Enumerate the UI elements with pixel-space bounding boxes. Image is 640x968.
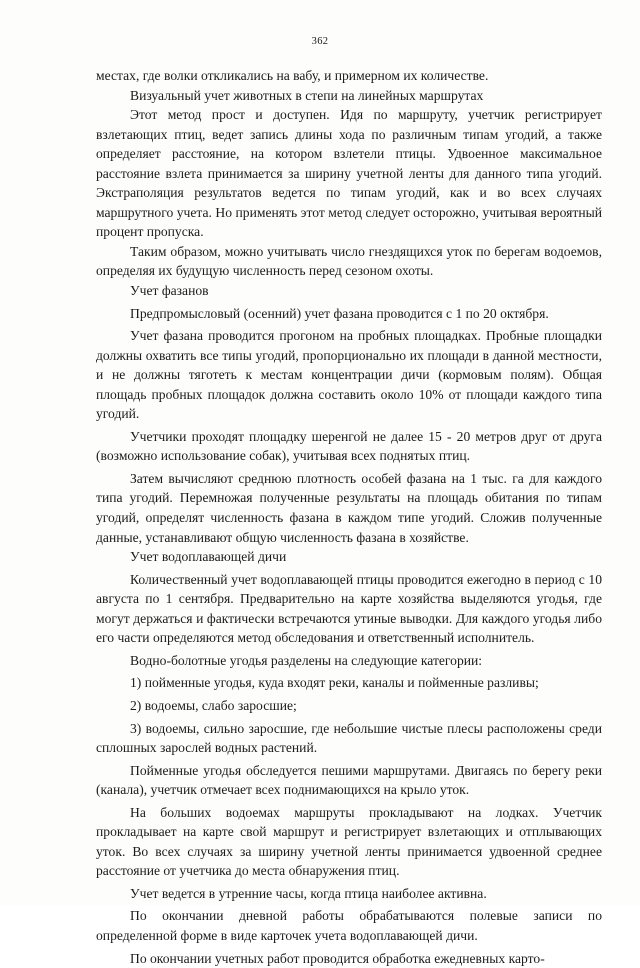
paragraph-continuation: местах, где волки откликались на вабу, и примерном их количестве. xyxy=(96,68,489,83)
page-text xyxy=(96,66,602,968)
paragraph-counters-line: Учетчики проходят площадку шеренгой не далее 15 - 20 метров друг от друга (возможно использование собак), учитывая всех поднятых птиц. xyxy=(96,428,602,464)
list-item-weakly-overgrown: 2) водоемы, слабо заросшие; xyxy=(130,697,297,713)
paragraph-final-processing: По окончании учетных работ проводится обработка ежедневных карто- xyxy=(130,950,545,966)
page-number: 362 xyxy=(311,36,329,47)
section-heading-pheasants: Учет фазанов xyxy=(130,283,209,299)
paragraph-method-description: Этот метод прост и доступен. Идя по маршруту, учетчик регистрирует взлетающих птиц, ведет запись длины хода по различным типам угодий, а также определяет расстояние, на котором взлетели птицы. Удвоенное максимальное расстояние взлета принимается за ширину учетной ленты для данного типа угодий. Экстраполяция результатов ведется по типам угодий, как и во всех случаях маршрутного учета. Но применять этот метод следует осторожно, учитывая вероятный процент пропуска. xyxy=(96,107,602,240)
paragraph-foot-routes: Пойменные угодья обследуется пешими маршрутами. Двигаясь по берегу реки (канала), учетчик отмечает всех поднимающихся на крыло уток. xyxy=(96,762,602,798)
section-heading-waterfowl: Учет водоплавающей дичи xyxy=(130,549,287,565)
paragraph-waterfowl-period: Количественный учет водоплавающей птицы проводится ежегодно в период с 10 августа по 1 сентября. Предварительно на карте хозяйства выделяются угодья, где могут держаться и фактически встречаются утиные выводки. Для каждого угодья либо его части определяются метод обследования и ответственный исполнитель. xyxy=(96,571,602,646)
paragraph-nesting-ducks: Таким образом, можно учитывать число гнездящихся уток по берегам водоемов, определяя их будущую численность перед сезоном охоты. xyxy=(96,243,602,279)
paragraph-density-calculation: Затем вычисляют среднюю плотность особей фазана на 1 тыс. га для каждого типа угодий. Перемножая полученные результаты на площадь обитания по типам угодий, определят численность фазана в каждом типе угодий. Сложив полученные данные, устанавливают общую численность фазана в хозяйстве. xyxy=(96,470,602,545)
paragraph-pheasant-plots: Учет фазана проводится прогоном на пробных площадках. Пробные площадки должны охватить все типы угодий, пропорционально их площади в данной местности, и не должны тяготеть к местам концентрации дичи (кормовым полям). Общая площадь пробных площадок должна составить около 10% от площади каждого типа угодий. xyxy=(96,328,602,422)
paragraph-boat-routes: На больших водоемах маршруты прокладывают на лодках. Учетчик прокладывает на карте свой маршрут и регистрирует взлетающих и отплывающих уток. Во всех случаях за ширину учетной ленты принимается удвоенной среднее расстояние от учетчика до места обнаружения птиц. xyxy=(96,804,602,879)
paragraph-pheasant-dates: Предпромысловый (осенний) учет фазана проводится с 1 по 20 октября. xyxy=(130,305,549,321)
paragraph-morning-hours: Учет ведется в утренние часы, когда птица наиболее активна. xyxy=(130,885,487,901)
list-item-floodplain: 1) пойменные угодья, куда входят реки, каналы и пойменные разливы; xyxy=(130,675,539,691)
section-heading-steppe-routes: Визуальный учет животных в степи на линейных маршрутах xyxy=(130,87,484,103)
paragraph-daily-processing: По окончании дневной работы обрабатываются полевые записи по определенной форме в виде карточек учета водоплавающей дичи. xyxy=(96,908,602,943)
paragraph-wetland-categories: Водно-болотные угодья разделены на следующие категории: xyxy=(130,652,483,668)
list-item-heavily-overgrown: 3) водоемы, сильно заросшие, где небольшие чистые плесы расположены среди сплошных зарослей водных растений. xyxy=(96,720,602,756)
